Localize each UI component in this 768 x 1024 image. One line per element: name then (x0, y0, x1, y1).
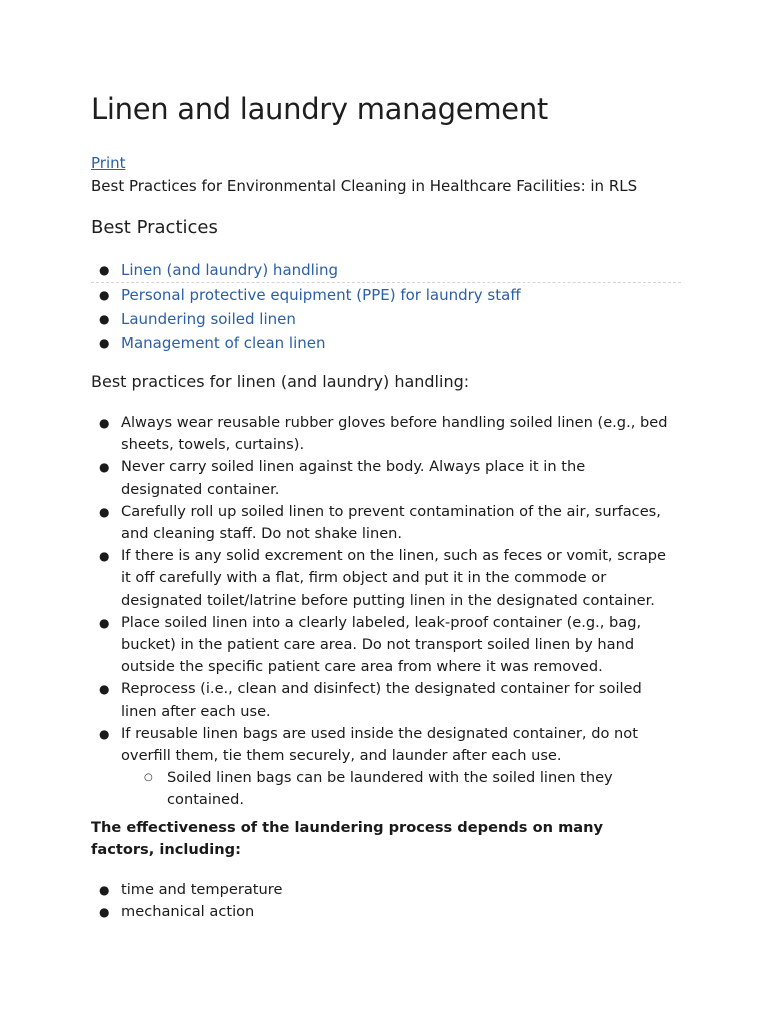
list-item-text: Reprocess (i.e., clean and disinfect) the designated container for soiled linen after each use. (121, 680, 642, 720)
list-item (91, 307, 681, 331)
bullet-icon: ● (99, 615, 110, 630)
bullet-icon: ● (99, 336, 110, 350)
bullet-icon: ● (99, 905, 110, 920)
bullet-icon: ● (99, 288, 110, 302)
bullet-icon: ● (99, 682, 110, 697)
link-laundering-soiled-linen[interactable]: Laundering soiled linen (121, 310, 296, 328)
list-item (91, 283, 681, 307)
bullet-icon: ● (99, 883, 110, 897)
bullet-icon: ● (99, 549, 110, 564)
list-item-text: Never carry soiled linen against the body. Always place it in the designated container. (121, 458, 586, 498)
list-item-text: If there is any solid excrement on the linen, such as feces or vomit, scrape it off carefully with a flat, firm object and put it in the commode or designated toilet/latrine before putting linen in the designated container. (121, 547, 667, 609)
sub-list (121, 767, 671, 811)
list-item (91, 501, 671, 545)
best-practices-link-list (91, 258, 681, 355)
list-item (91, 901, 671, 923)
handling-practice-list (91, 412, 671, 812)
list-item (91, 678, 671, 722)
sub-list-item-text: Soiled linen bags can be laundered with the soiled linen they contained. (167, 769, 613, 809)
handling-heading: Best practices for linen (and laundry) handling: (91, 372, 470, 391)
list-item (91, 545, 671, 612)
list-item (91, 612, 671, 679)
list-item-text: Always wear reusable rubber gloves before handling soiled linen (e.g., bed sheets, towels, curtains). (121, 414, 668, 454)
list-item (91, 456, 671, 500)
bullet-icon: ● (99, 263, 110, 277)
list-item-text: Place soiled linen into a clearly labeled, leak-proof container (e.g., bag, bucket) in the patient care area. Do not transport soiled linen by hand outside the specific patient care area from where it was removed. (121, 613, 642, 676)
link-linen-handling[interactable]: Linen (and laundry) handling (121, 261, 339, 279)
best-practices-heading: Best Practices (91, 217, 218, 238)
bullet-icon: ● (99, 312, 110, 326)
laundering-effectiveness-text: The effectiveness of the laundering process depends on many factors, including: (91, 819, 604, 859)
list-item-text: If reusable linen bags are used inside the designated container, do not overfill them, tie them securely, and launder after each use. (121, 724, 638, 765)
laundering-factors-list (91, 879, 671, 923)
list-item (91, 879, 671, 901)
bullet-icon: ● (99, 504, 110, 519)
bullet-icon: ● (99, 416, 110, 430)
list-item (91, 412, 671, 456)
list-item (91, 723, 671, 812)
link-management-clean-linen[interactable]: Management of clean linen (121, 334, 326, 352)
page-subtitle: Best Practices for Environmental Cleaning in Healthcare Facilities: in RLS (91, 177, 638, 195)
list-item (91, 331, 681, 355)
hollow-bullet-icon: ○ (144, 772, 153, 784)
bullet-icon: ● (99, 460, 110, 475)
page-title: Linen and laundry management (91, 92, 548, 126)
list-item-text: mechanical action (121, 903, 255, 921)
list-item (91, 258, 681, 283)
bullet-icon: ● (99, 726, 110, 741)
sub-list-item (121, 767, 671, 811)
print-link[interactable]: Print (91, 154, 126, 172)
list-item-text: time and temperature (121, 881, 283, 898)
link-ppe-laundry-staff[interactable]: Personal protective equipment (PPE) for laundry staff (121, 286, 521, 304)
list-item-text: Carefully roll up soiled linen to prevent contamination of the air, surfaces, and cleaning staff. Do not shake linen. (121, 502, 661, 543)
